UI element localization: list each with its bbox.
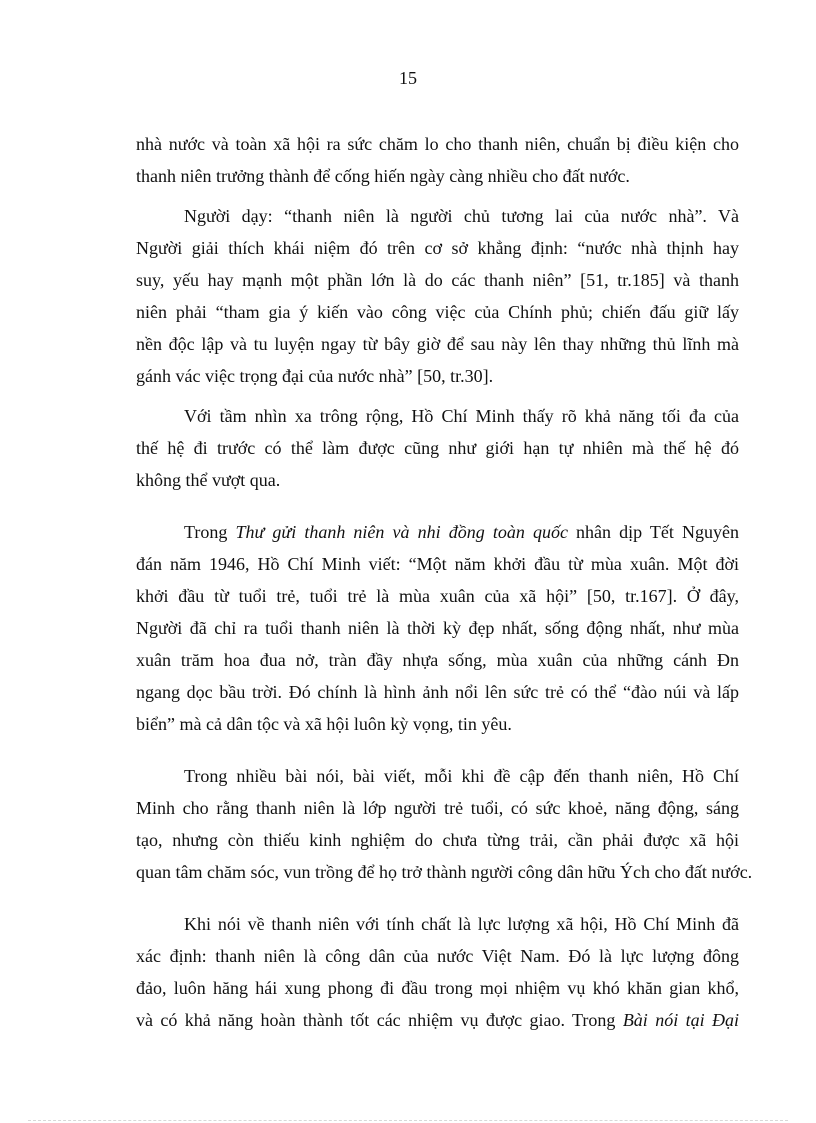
text-line: xuân trăm hoa đua nở, tràn đầy nhựa sống, mùa xuân của những cánh Ðn (136, 650, 739, 670)
text-line (136, 516, 739, 548)
text-line: đảo, luôn hăng hái xung phong đi đầu trong mọi nhiệm vụ khó khăn gian khổ, (136, 978, 739, 998)
text-line: Với tầm nhìn xa trông rộng, Hồ Chí Minh thấy rõ khả năng tối đa của (184, 406, 739, 426)
text-line: Người giải thích khái niệm đó trên cơ sở khẳng định: “nước nhà thịnh hay (136, 238, 739, 258)
text-line: thế hệ đi trước có thể làm được cũng như giới hạn tự nhiên mà thế hệ đó (136, 438, 739, 458)
text-line: Minh cho rằng thanh niên là lớp người trẻ tuổi, có sức khoẻ, năng động, sáng (136, 798, 739, 818)
text-line: thanh niên trưởng thành để cống hiến ngày càng nhiều cho đất nước. (136, 166, 630, 186)
text-line: biển” mà cả dân tộc và xã hội luôn kỳ vọng, tin yêu. (136, 714, 512, 734)
text-line: suy, yếu hay mạnh một phần lớn là do các thanh niên” [51, tr.185] và thanh (136, 270, 739, 290)
text-run: nhân dịp Tết Nguyên (567, 522, 739, 542)
text-run: Trong (184, 522, 236, 542)
text-run: và có khả năng hoàn thành tốt các nhiệm vụ được giao. Trong (136, 1010, 623, 1030)
text-line: Trong nhiều bài nói, bài viết, mỗi khi đề cập đến thanh niên, Hồ Chí (184, 766, 739, 786)
text-line: quan tâm chăm sóc, vun trồng để họ trở thành người công dân hữu Ých cho đất nước. (136, 862, 753, 882)
text-line: không thể vượt qua. (136, 470, 281, 490)
paragraph-6 (136, 908, 739, 1036)
text-line: nhà nước và toàn xã hội ra sức chăm lo cho thanh niên, chuẩn bị điều kiện cho (136, 134, 739, 154)
speech-title: Bài nói tại Đại (622, 1010, 739, 1030)
paragraph-5 (136, 760, 753, 888)
text-line: đán năm 1946, Hồ Chí Minh viết: “Một năm khởi đầu từ mùa xuân. Một đời (136, 554, 739, 574)
text-line: xác định: thanh niên là công dân của nước Việt Nam. Đó là lực lượng đông (136, 946, 739, 966)
paragraph-4 (136, 516, 739, 740)
paragraph-2 (136, 200, 739, 392)
book-title: Thư gửi thanh niên và nhi đồng toàn quốc (235, 522, 568, 542)
text-line: nền độc lập và tu luyện ngay từ bây giờ để sau này lên thay những thủ lĩnh mà (136, 334, 739, 354)
page-number: 15 (399, 68, 417, 88)
text-line: ngang dọc bầu trời. Đó chính là hình ảnh nổi lên sức trẻ có thể “đào núi và lấp (136, 682, 739, 702)
text-line: tạo, nhưng còn thiếu kinh nghiệm do chưa từng trải, cần phải được xã hội (136, 830, 739, 850)
text-line: niên phải “tham gia ý kiến vào công việc của Chính phủ; chiến đấu giữ lấy (136, 302, 739, 322)
text-line: Khi nói về thanh niên với tính chất là lực lượng xã hội, Hồ Chí Minh đã (184, 914, 739, 934)
paragraph-1 (136, 128, 739, 192)
paragraph-3 (136, 400, 739, 496)
text-line (136, 1004, 739, 1036)
text-line: Người đã chỉ ra tuổi thanh niên là thời kỳ đẹp nhất, sống động nhất, như mùa (136, 618, 739, 638)
page-bottom-rule (28, 1120, 788, 1121)
text-line: Người dạy: “thanh niên là người chủ tương lai của nước nhà”. Và (184, 206, 739, 226)
document-body (136, 128, 753, 1036)
text-line: khởi đầu từ tuổi trẻ, tuổi trẻ là mùa xuân của xã hội” [50, tr.167]. Ở đây, (136, 586, 739, 606)
text-line: gánh vác việc trọng đại của nước nhà” [50, tr.30]. (136, 366, 494, 386)
